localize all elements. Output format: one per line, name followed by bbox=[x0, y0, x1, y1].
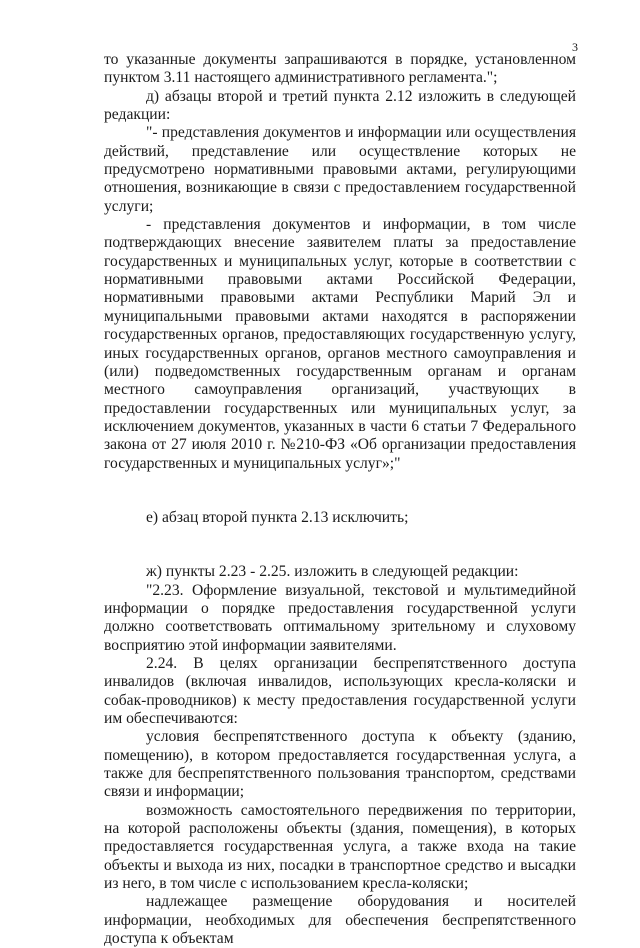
document-body bbox=[104, 51, 576, 948]
paragraph-item-e: е) абзац второй пункта 2.13 исключить; bbox=[146, 508, 409, 526]
page-number: 3 bbox=[572, 40, 578, 54]
paragraph-continuation: то указанные документы запрашиваются в порядке, установленном пунктом 3.11 настоящего административного регламента."; bbox=[104, 51, 576, 87]
paragraph-equipment: надлежащее размещение оборудования и носителей информации, необходимых для обеспечения беспрепятственного доступа к объектам bbox=[104, 893, 576, 948]
paragraph-movement: возможность самостоятельного передвижения по территории, на которой расположены объекты (здания, помещения), в которых предоставляется государственная услуга, а также входа на такие объекты и выхода из них, посадки в транспортное средство и высадки из него, в том числе с использованием кресла-коляски; bbox=[104, 801, 576, 893]
paragraph-access-conditions: условия беспрепятственного доступа к объекту (зданию, помещению), в котором предоставляется государственная услуга, а также для беспрепятственного пользования транспортом, средствами связи и информации; bbox=[104, 728, 576, 801]
paragraph-quoted-1: "- представления документов и информации или осуществления действий, представление или осуществление которых не предусмотрено нормативными правовыми актами, регулирующими отношения, возникающие в связи с предоставлением государственной услуги; bbox=[104, 124, 576, 215]
paragraph-item-zh: ж) пункты 2.23 - 2.25. изложить в следующей редакции: bbox=[146, 563, 519, 581]
paragraph-2-23: "2.23. Оформление визуальной, текстовой и мультимедийной информации о порядке предоставления государственной услуги должно соответствовать оптимальному зрительному и слуховому восприятию этой информации заявителями. bbox=[104, 581, 576, 654]
paragraph-2-24: 2.24. В целях организации беспрепятственного доступа инвалидов (включая инвалидов, использующих кресла-коляски и собак-проводников) к месту предоставления государственной услуги им обеспечиваются: bbox=[104, 654, 576, 727]
paragraph-item-d: д) абзацы второй и третий пункта 2.12 изложить в следующей редакции: bbox=[104, 87, 576, 124]
paragraph-quoted-2: - представления документов и информации, в том числе подтверждающих внесение заявителем платы за предоставление государственных и муниципальных услуг, которые в соответствии с нормативными правовыми актами Российской Федерации, нормативными правовыми актами Республики Марий Эл и муниципальными правовыми актами находятся в распоряжении государственных органов, предоставляющих государственную услугу, иных государственных органов, органов местного самоуправления и (или) подведомственных государственным органам и органам местного самоуправления организаций, участвующих в предоставлении государственных или муниципальных услуг, за исключением документов, указанных в части 6 статьи 7 Федерального закона от 27 июля 2010 г. №210-ФЗ «Об организации предоставления государственных и муниципальных услуг»;" bbox=[104, 216, 576, 472]
